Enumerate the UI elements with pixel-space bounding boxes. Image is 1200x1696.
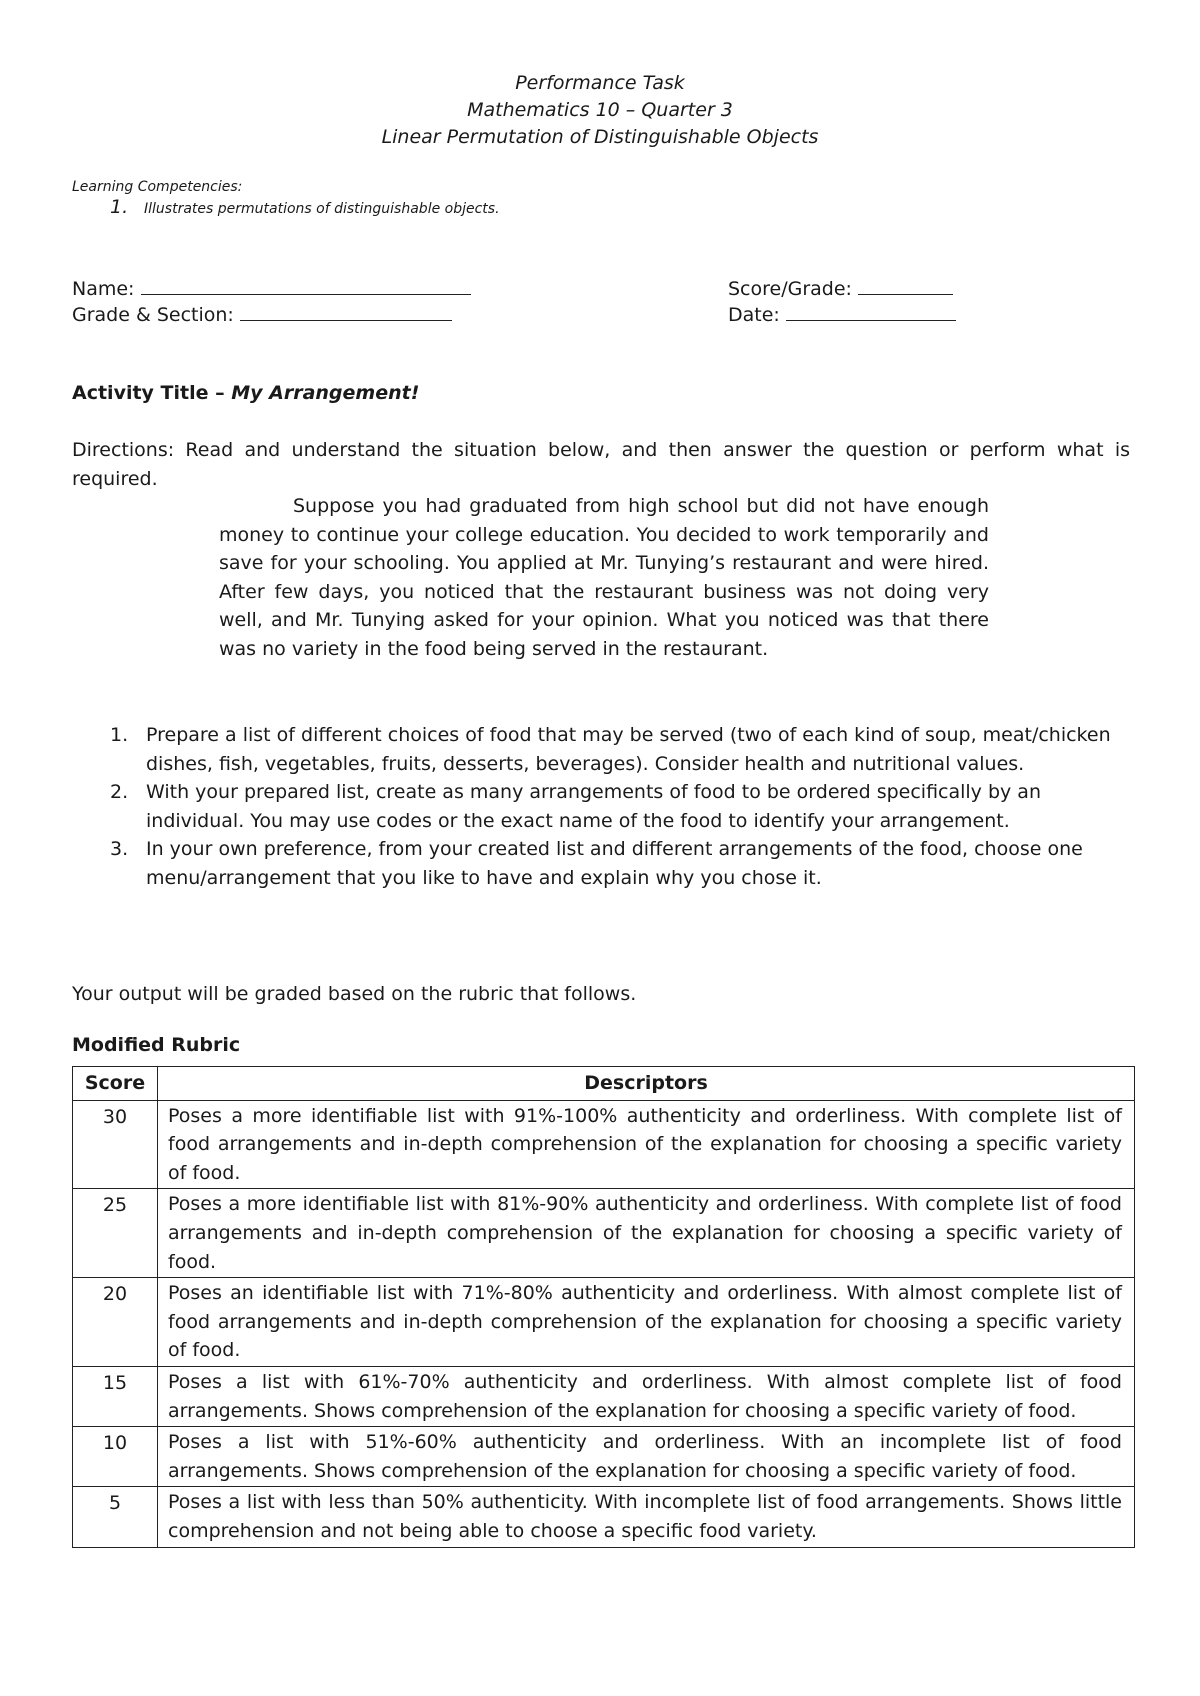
rubric-descriptor: Poses an identifiable list with 71%-80% authenticity and orderliness. With almost complete list of food arrangements and in-depth comprehension of the explanation for choosing a specific variety of food. [158,1278,1135,1367]
grade-section-blank[interactable] [240,302,452,321]
competency-item [110,196,500,220]
task-number: 2. [110,781,129,804]
task-text: With your prepared list, create as many arrangements of food to be ordered specifically by an individual. You may use codes or the exact name of the food to identify your arrangement. [146,781,1041,832]
task-number: 3. [110,838,129,861]
activity-title-prefix: Activity Title – [72,382,232,404]
task-number: 1. [110,724,129,746]
document-title: Performance Task [515,72,685,94]
rubric-score: 20 [73,1278,158,1367]
rubric-descriptor: Poses a list with 61%-70% authenticity and orderliness. With almost complete list of food arrangements. Shows comprehension of the explanation for choosing a specific variety of food. [158,1366,1135,1426]
task-text: Prepare a list of different choices of food that may be served (two of each kind of soup, meat/chicken dishes, fish, vegetables, fruits, desserts, beverages). Consider health and nutritional values. [146,724,1111,775]
rubric-score-header: Score [73,1067,158,1101]
directions-text: Directions: Read and understand the situation below, and then answer the question or perform what is required. [72,439,1130,490]
rubric-descriptor: Poses a list with less than 50% authenticity. With incomplete list of food arrangements. Shows little comprehension and not being able to choose a specific food variety. [158,1487,1135,1547]
rubric-score: 10 [73,1427,158,1487]
rubric-row [73,1189,1135,1278]
rubric-row [73,1427,1135,1487]
score-grade-blank[interactable] [858,276,953,295]
situation-paragraph: Suppose you had graduated from high school but did not have enough money to continue your college education. You decided to work temporarily and save for your schooling. You applied at Mr. Tunying’s restaurant and were hired. After few days, you noticed that the restaurant business was not doing very well, and Mr. Tunying asked for your opinion. What you noticed was that there was no variety in the food being served in the restaurant. [219,495,989,660]
date-label: Date: [728,304,780,326]
document-topic: Linear Permutation of Distinguishable Objects [381,126,819,148]
rubric-title: Modified Rubric [72,1034,241,1056]
learning-competencies [72,178,500,220]
date-field [728,302,956,327]
document-header [0,70,1200,151]
rubric-descriptors-header: Descriptors [158,1067,1135,1101]
rubric-table [72,1066,1135,1548]
competency-text: Illustrates permutations of distinguishable objects. [144,201,500,217]
rubric-score: 25 [73,1189,158,1278]
name-blank[interactable] [141,276,471,295]
rubric-row [73,1366,1135,1426]
output-note: Your output will be graded based on the rubric that follows. [72,983,637,1005]
task-list [72,721,1132,893]
activity-title [72,382,419,404]
document-subject: Mathematics 10 – Quarter 3 [467,99,733,121]
name-label: Name: [72,278,135,300]
competency-number: 1. [110,196,129,218]
rubric-descriptor: Poses a list with 51%-60% authenticity and orderliness. With an incomplete list of food arrangements. Shows comprehension of the explanation for choosing a specific variety of food. [158,1427,1135,1487]
score-grade-label: Score/Grade: [728,278,852,300]
rubric-score: 30 [73,1100,158,1189]
rubric-score: 5 [73,1487,158,1547]
grade-section-label: Grade & Section: [72,304,234,326]
date-blank[interactable] [786,302,956,321]
rubric-row [73,1487,1135,1547]
task-item [72,721,1132,778]
task-item [72,778,1132,835]
task-item [72,835,1132,892]
task-text: In your own preference, from your created list and different arrangements of the food, choose one menu/arrangement that you like to have and explain why you chose it. [146,838,1083,889]
competencies-label: Learning Competencies: [72,179,243,195]
rubric-score: 15 [73,1366,158,1426]
rubric-descriptor: Poses a more identifiable list with 81%-90% authenticity and orderliness. With complete list of food arrangements and in-depth comprehension of the explanation for choosing a specific variety of food. [158,1189,1135,1278]
name-field [72,276,471,301]
score-grade-field [728,276,953,301]
rubric-row [73,1278,1135,1367]
grade-section-field [72,302,452,327]
rubric-descriptor: Poses a more identifiable list with 91%-100% authenticity and orderliness. With complete list of food arrangements and in-depth comprehension of the explanation for choosing a specific variety of food. [158,1100,1135,1189]
rubric-header-row [73,1067,1135,1101]
activity-title-name: My Arrangement! [231,382,420,404]
rubric-row [73,1100,1135,1189]
